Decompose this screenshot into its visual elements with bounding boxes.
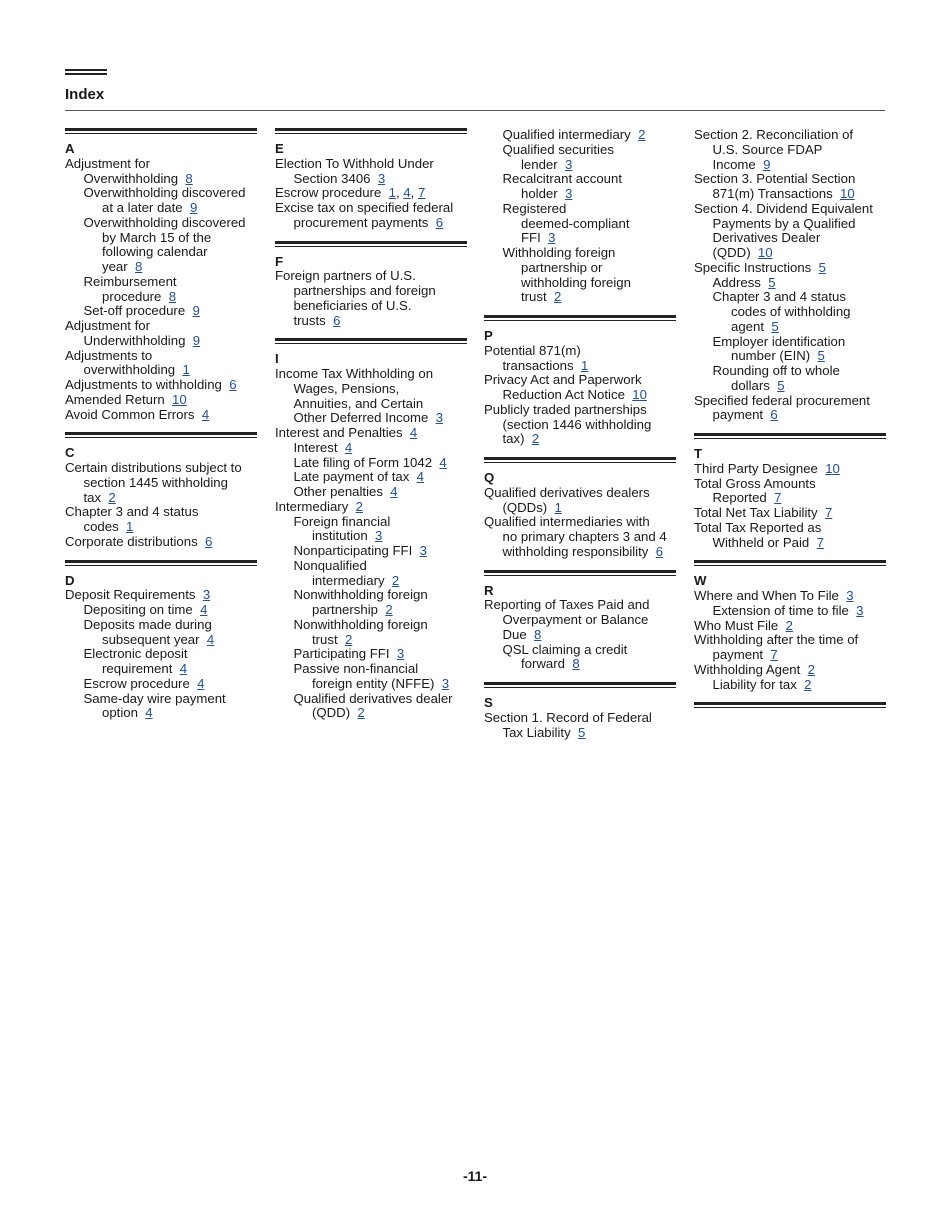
entry-text: Same-day wire payment option [83, 690, 226, 721]
entry-text: Address [712, 274, 761, 290]
entry-text: Qualified intermediary [502, 127, 631, 142]
index-section [484, 570, 676, 673]
index-subentry [694, 290, 886, 334]
entry-text: Set-off procedure [83, 303, 186, 319]
section-rule [275, 338, 467, 344]
entry-text: Intermediary [275, 498, 349, 514]
index-subentry [694, 604, 886, 619]
index-entry [694, 589, 886, 604]
page-link[interactable]: 2 [344, 631, 353, 647]
index-entry: Escrow procedure 1, 4, 7 [275, 185, 426, 201]
index-entry [694, 261, 886, 276]
page-link[interactable]: 4 [179, 661, 188, 676]
entry-text: Liability for tax [712, 676, 797, 692]
entry-text: Certain distributions subject to section 1445 withholding tax [65, 460, 242, 505]
index-entry [484, 711, 676, 741]
entry-text: Participating FFI [293, 646, 390, 662]
index-entry [484, 344, 676, 374]
end-rule [694, 702, 886, 708]
index-section [275, 128, 467, 231]
page-link[interactable]: 3 [435, 410, 444, 426]
page-link[interactable]: 6 [333, 312, 341, 328]
section-letter: Q [484, 470, 495, 485]
page-link[interactable]: 4 [206, 631, 215, 647]
page-link[interactable]: 5 [777, 377, 785, 393]
index-entry [65, 349, 257, 379]
page-link[interactable]: 9 [192, 332, 201, 348]
page-link[interactable]: 8 [572, 656, 580, 672]
entry-text: Amended Return [65, 391, 165, 407]
entry-text: Section 1. Record of Federal Tax Liability [484, 709, 652, 740]
entry-text: Adjustment for Underwithholding [65, 318, 186, 348]
entry-text: Specific Instructions [694, 259, 812, 275]
entry-text: Total Gross Amounts Reported [694, 475, 816, 506]
entry-text: Nonwithholding foreign trust [293, 616, 428, 647]
index-section [484, 315, 676, 447]
entry-text: Income Tax Withholding on Wages, Pensions, Annuities, and Certain Other Deferred Income [275, 366, 434, 426]
index-subentry [275, 588, 467, 618]
page-link[interactable]: 4 [344, 439, 353, 455]
section-letter: F [275, 253, 284, 269]
header-ornament [65, 69, 107, 77]
page-link[interactable]: 4 [145, 705, 153, 721]
page-link[interactable]: 2 [391, 572, 400, 588]
entry-text: Election To Withhold Under Section 3406 [275, 155, 434, 186]
entry-text: Late filing of Form 1042 [293, 454, 433, 470]
index-subentry [275, 470, 467, 485]
page-link[interactable]: 5 [818, 259, 826, 275]
entry-text: Qualified derivatives dealer (QDD) [293, 690, 453, 721]
index-subentry [65, 692, 257, 722]
entry-text: Passive non-financial foreign entity (NFFE) [293, 661, 435, 691]
index-subentry [65, 647, 257, 677]
index-subentry [275, 544, 467, 559]
page-link[interactable]: 10 [757, 245, 773, 260]
page-link[interactable]: 4 [200, 602, 208, 617]
entry-text: Total Tax Reported as Withheld or Paid [694, 519, 822, 550]
page-link[interactable]: 3 [548, 230, 556, 246]
index-subentry [65, 603, 257, 618]
index-subentry [275, 662, 467, 692]
index-subentry [484, 246, 676, 305]
index-subentry [65, 677, 257, 692]
index-entry [694, 128, 886, 172]
entry-text: Electronic deposit requirement [83, 646, 188, 676]
index-entry [694, 477, 886, 507]
section-letter: E [275, 141, 284, 156]
section-letter: T [694, 446, 703, 461]
entry-text: Foreign partners of U.S. partnerships and foreign beneficiaries of U.S. trusts [275, 268, 436, 328]
entry-text: Registered deemed-compliant FFI [502, 200, 630, 246]
index-section [275, 338, 467, 721]
index-entry [275, 157, 467, 187]
index-entry [65, 535, 257, 550]
index-section [694, 433, 886, 550]
entry-text: Qualified intermediaries with no primary chapters 3 and 4 withholding responsibility [484, 514, 667, 559]
index-column-2 [275, 128, 467, 731]
index-entry [694, 619, 886, 634]
index-entry [694, 663, 886, 678]
entry-text: Privacy Act and Paperwork Reduction Act Notice [484, 372, 642, 402]
index-entry [275, 269, 467, 328]
entry-text: Who Must File [694, 617, 779, 633]
page-link[interactable]: 2 [553, 289, 562, 305]
page-link[interactable]: 2 [385, 602, 393, 617]
index-section [65, 128, 257, 422]
page-link[interactable]: 2 [804, 676, 812, 692]
section-rule [65, 128, 257, 134]
index-subentry [275, 456, 467, 471]
entry-text: Adjustments to withholding [65, 377, 222, 392]
title-rule [65, 110, 885, 111]
page-link[interactable]: 3 [565, 156, 573, 172]
section-letter: A [65, 141, 75, 156]
page-link[interactable]: 3 [419, 543, 427, 558]
index-subentry [484, 128, 676, 143]
index-entry [275, 201, 467, 231]
index-subentry [275, 618, 467, 648]
index-section [275, 241, 467, 329]
index-subentry [694, 678, 886, 693]
index-subentry [484, 643, 676, 673]
section-letter: S [484, 695, 493, 710]
page-link[interactable]: 10 [632, 387, 647, 402]
page-link[interactable]: 10 [172, 391, 187, 407]
page-link[interactable]: 9 [192, 303, 200, 319]
entry-text: Excise tax on specified federal procurement payments [275, 200, 454, 230]
index-column-3 [484, 128, 676, 750]
entry-text: Escrow procedure [83, 675, 190, 691]
page-link[interactable]: 6 [770, 407, 778, 423]
page-link[interactable]: 5 [578, 724, 586, 740]
index-entry [484, 373, 676, 403]
section-letter: I [275, 351, 279, 367]
entry-text: Depositing on time [83, 602, 193, 617]
page-link[interactable]: 3 [377, 170, 386, 186]
page-link[interactable]: 7 [824, 505, 833, 520]
index-subentry [484, 172, 676, 202]
entry-text: Corporate distributions [65, 533, 198, 549]
entry-text: Other penalties [293, 484, 383, 499]
index-subentry [65, 186, 257, 216]
index-column-4 [694, 128, 886, 708]
page-link[interactable]: 7 [774, 490, 782, 506]
page-link[interactable]: 9 [189, 200, 198, 215]
section-rule [275, 241, 467, 247]
entry-text: Section 4. Dividend Equivalent Payments by a Qualified Derivatives Dealer (QDD) [694, 200, 873, 260]
page-link[interactable]: 4 [416, 469, 425, 485]
index-entry [484, 515, 676, 559]
page-link[interactable]: 10 [825, 460, 840, 476]
page-link[interactable]: 10 [840, 186, 855, 201]
index-subentry [694, 364, 886, 394]
entry-text: Reporting of Taxes Paid and Overpayment or Balance Due [484, 597, 650, 642]
page-link[interactable]: 1 [388, 185, 396, 201]
page-link[interactable]: 5 [817, 348, 825, 364]
index-entry [65, 588, 257, 603]
entry-text: Extension of time to file [712, 602, 849, 618]
entry-text: Employer identification number (EIN) [712, 333, 846, 364]
entry-text: Nonparticipating FFI [293, 543, 413, 558]
entry-text: Escrow procedure [275, 185, 382, 201]
page-link[interactable]: 4 [197, 675, 205, 691]
section-letter: D [65, 572, 75, 588]
index-subentry [275, 515, 467, 545]
entry-text: Foreign financial institution [293, 513, 391, 544]
entry-text: Adjustments to overwithholding [65, 347, 176, 378]
section-rule [484, 570, 676, 576]
entry-text: Qualified securities lender [502, 141, 614, 172]
index-entry [694, 172, 886, 202]
entry-text: Third Party Designee [694, 460, 818, 476]
entry-text: Withholding after the time of payment [694, 632, 859, 662]
entry-text: Chapter 3 and 4 status codes [65, 504, 199, 534]
page-link[interactable]: 6 [435, 214, 444, 230]
entry-text: Interest [293, 439, 338, 455]
index-section [484, 457, 676, 560]
index-column-1 [65, 128, 257, 731]
entry-text: Overwithholding discovered at a later date [83, 185, 246, 215]
entry-text: Deposits made during subsequent year [83, 616, 212, 647]
index-subentry [275, 647, 467, 662]
index-subentry [694, 335, 886, 365]
page-link[interactable]: 6 [229, 377, 237, 392]
page-link[interactable]: 5 [771, 318, 779, 334]
page-link[interactable]: 7 [816, 534, 824, 550]
section-rule [65, 560, 257, 566]
index-entry [65, 378, 257, 393]
page-link[interactable]: 3 [565, 186, 573, 201]
entry-text: Nonwithholding foreign partnership [293, 587, 428, 617]
page-link[interactable]: 8 [168, 288, 177, 304]
page-link[interactable]: 3 [856, 602, 864, 618]
section-rule [484, 457, 676, 463]
index-entry [484, 403, 676, 447]
page-link[interactable]: 4 [403, 185, 411, 201]
page-link[interactable]: 3 [396, 646, 405, 662]
page-link[interactable]: 1 [554, 499, 562, 515]
page-link[interactable]: 8 [534, 626, 542, 642]
section-letter: P [484, 328, 493, 343]
index-entry [275, 500, 467, 515]
index-entry [694, 202, 886, 261]
entry-text: Overwithholding discovered by March 15 of the following calendar year [83, 214, 246, 274]
index-subentry [275, 485, 467, 500]
page-link[interactable]: 2 [785, 617, 793, 633]
entry-text: Publicly traded partnerships (section 1446 withholding tax) [484, 401, 652, 447]
index-entry [694, 394, 886, 424]
index-section [65, 560, 257, 722]
index-entry [275, 367, 467, 426]
entry-text: Withholding foreign partnership or withholding foreign trust [502, 245, 631, 305]
section-rule [694, 433, 886, 439]
section-rule [275, 128, 467, 134]
entry-text: Deposit Requirements [65, 587, 196, 603]
page-link[interactable]: 2 [531, 431, 540, 447]
index-section [694, 128, 886, 423]
entry-text: Adjustment for Overwithholding [65, 155, 179, 186]
page-link[interactable]: 4 [439, 454, 447, 470]
index-subentry [275, 692, 467, 722]
entry-text: Qualified derivatives dealers (QDDs) [484, 484, 650, 515]
page-number: -11- [462, 1168, 488, 1184]
entry-text: Total Net Tax Liability [694, 505, 818, 520]
entry-text: Rounding off to whole dollars [712, 363, 840, 393]
page-link[interactable]: 4 [390, 484, 398, 499]
section-rule [65, 432, 257, 438]
page-link[interactable]: 8 [134, 259, 143, 274]
index-subentry [694, 276, 886, 291]
page-link[interactable]: 6 [205, 533, 213, 549]
index-entry [65, 319, 257, 349]
page-link[interactable]: 3 [441, 675, 450, 691]
index-entry [275, 426, 467, 441]
index-subentry [65, 304, 257, 319]
entry-text: Recalcitrant account holder [502, 171, 622, 201]
section-rule [484, 315, 676, 321]
index-entry [694, 506, 886, 521]
page-link[interactable]: 7 [770, 647, 778, 662]
index-subentry [65, 618, 257, 648]
index-entry [694, 521, 886, 551]
page-link[interactable]: 3 [846, 588, 854, 603]
section-letter: C [65, 445, 75, 461]
index-entry [65, 393, 257, 408]
entry-text: Section 2. Reconciliation of U.S. Source FDAP Income [694, 127, 854, 172]
page-link[interactable]: 2 [638, 127, 646, 142]
index-subentry [275, 441, 467, 456]
index-section [694, 560, 886, 692]
index-subentry [275, 559, 467, 589]
index-entry [65, 461, 257, 505]
entry-text: Interest and Penalties [275, 425, 403, 440]
page-link[interactable]: 1 [182, 362, 190, 378]
page-link[interactable]: 3 [375, 528, 383, 544]
page-link[interactable]: 1 [126, 519, 134, 534]
entry-text: Reimbursement procedure [83, 273, 177, 304]
index-subentry [65, 216, 257, 275]
page-link[interactable]: 4 [409, 425, 418, 440]
index-subentry [484, 202, 676, 246]
index-entry [65, 408, 257, 423]
index-section [65, 432, 257, 549]
page-title: Index [65, 86, 105, 103]
index-entry [484, 598, 676, 642]
entry-text: Potential 871(m) transactions [484, 342, 581, 373]
page-link[interactable]: 4 [201, 406, 210, 422]
section-rule [484, 682, 676, 688]
section-rule [694, 560, 886, 566]
index-entry [484, 486, 676, 516]
index-subentry [65, 275, 257, 305]
entry-text: Withholding Agent [694, 661, 801, 677]
page-link[interactable]: 1 [580, 357, 589, 373]
index-section [484, 128, 676, 305]
entry-text: Nonqualified intermediary [293, 557, 385, 588]
page-link[interactable]: 3 [202, 587, 211, 603]
section-letter: W [694, 573, 707, 589]
entry-text: Chapter 3 and 4 status codes of withholding agent [712, 289, 851, 334]
entry-text: QSL claiming a credit forward [502, 641, 628, 672]
entry-text: Where and When To File [694, 588, 839, 603]
page-link[interactable]: 6 [655, 543, 664, 559]
page-link[interactable]: 2 [357, 705, 365, 721]
entry-text: Section 3. Potential Section 871(m) Transactions [694, 171, 856, 201]
index-section [484, 682, 676, 740]
page-link[interactable]: 2 [355, 498, 363, 514]
page-link[interactable]: 5 [768, 274, 776, 290]
index-entry [65, 157, 257, 187]
index-entry [694, 462, 886, 477]
entry-text: Late payment of tax [293, 469, 410, 485]
page-link[interactable]: 7 [417, 185, 426, 201]
page-link[interactable]: 2 [108, 489, 116, 505]
entry-text: Specified federal procurement payment [694, 392, 870, 423]
page-link[interactable]: 9 [763, 156, 771, 172]
page-link[interactable]: 8 [185, 170, 193, 186]
entry-text: Avoid Common Errors [65, 406, 195, 422]
index-entry [694, 633, 886, 663]
index-entry [65, 505, 257, 535]
page-link[interactable]: 2 [807, 661, 815, 677]
index-subentry [484, 143, 676, 173]
section-letter: R [484, 582, 494, 598]
